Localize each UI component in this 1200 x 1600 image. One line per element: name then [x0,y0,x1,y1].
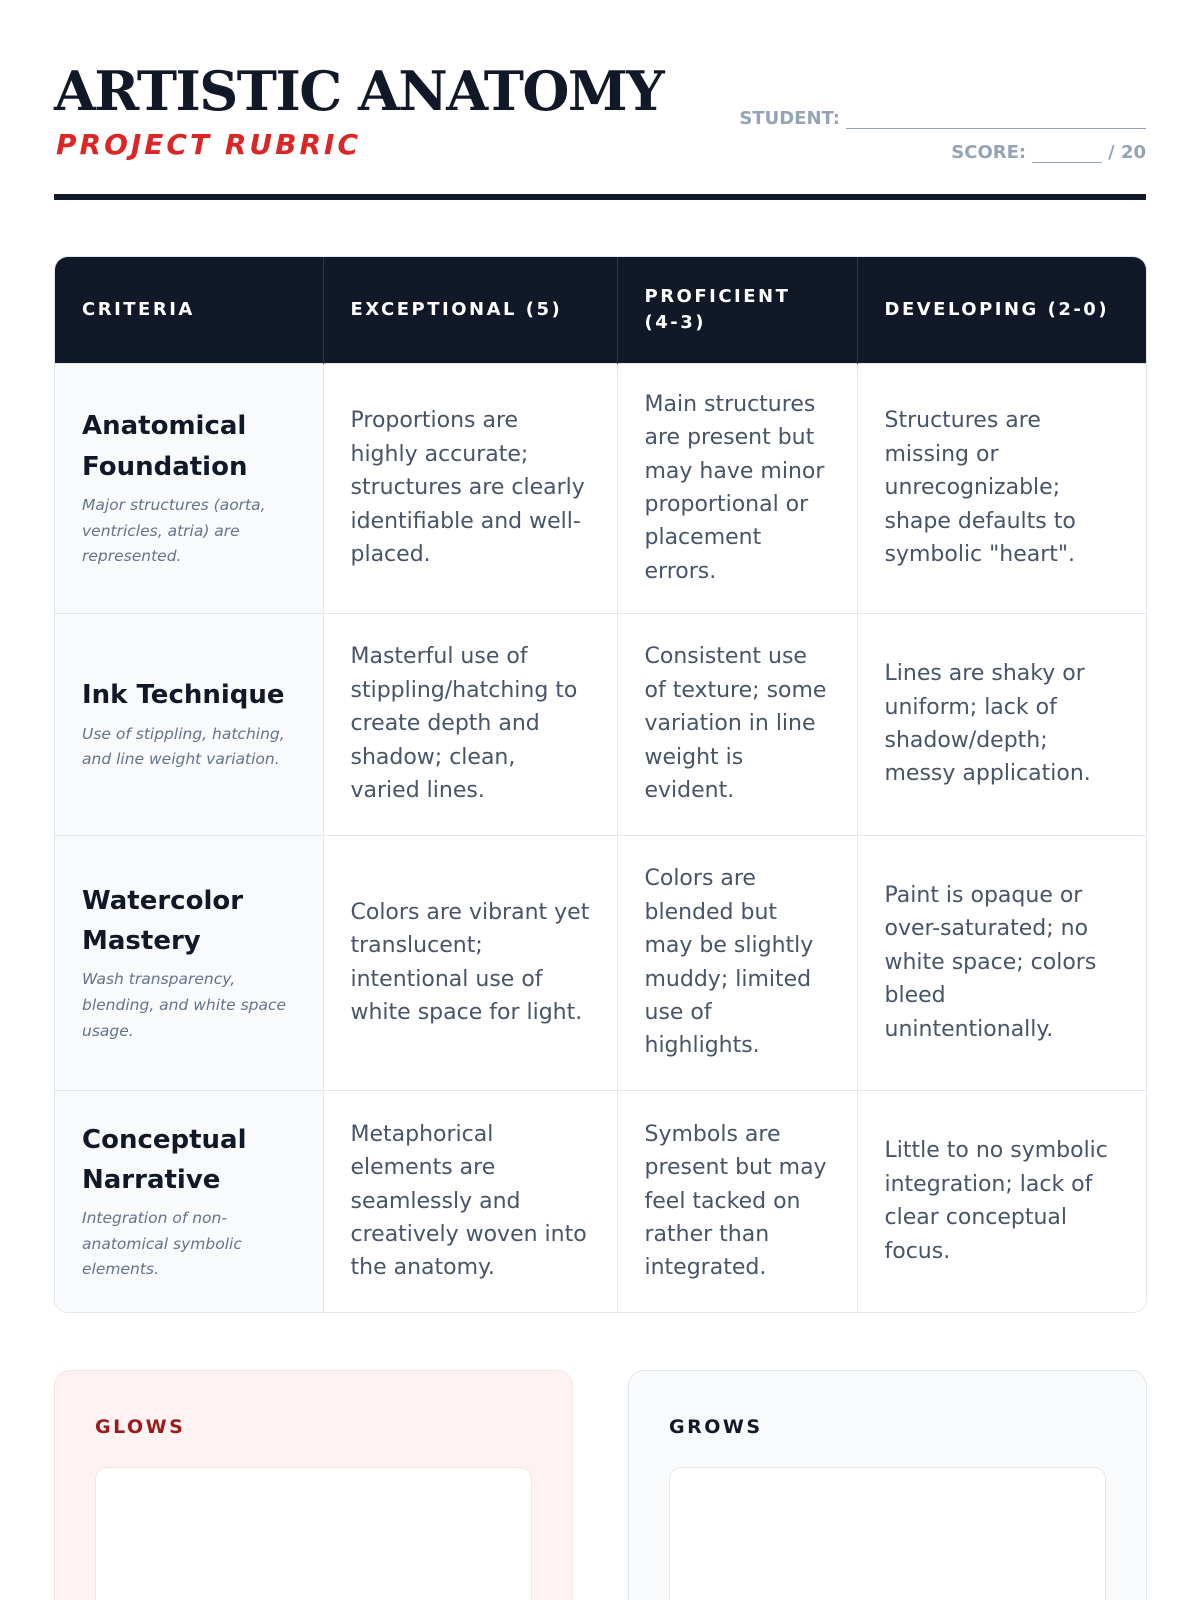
criteria-cell [55,363,323,613]
page-title: ARTISTIC ANATOMY [54,59,664,123]
table-header-row [55,257,1147,363]
column-header-criteria: CRITERIA [55,257,323,363]
developing-cell: Paint is opaque or over-saturated; no white space; colors bleed unintentionally. [857,835,1147,1090]
developing-cell: Little to no symbolic integration; lack of clear conceptual focus. [857,1090,1147,1312]
glows-label: GLOWS [95,1416,186,1438]
page-subtitle: PROJECT RUBRIC [56,128,361,161]
criteria-description: Integration of non-anatomical symbolic elements. [82,1209,242,1279]
developing-cell: Lines are shaky or uniform; lack of shadow/depth; messy application. [857,613,1147,835]
student-field [739,108,1146,129]
developing-cell: Structures are missing or unrecognizable; shape defaults to symbolic "heart". [857,363,1147,613]
criteria-description: Major structures (aorta, ventricles, atria) are represented. [82,495,266,566]
grows-input-box[interactable] [669,1467,1106,1600]
criteria-name: Ink Technique [82,680,285,711]
criteria-description: Wash transparency, blending, and white space usage. [82,970,287,1040]
column-header-exceptional: EXCEPTIONAL (5) [323,257,617,363]
score-field [951,142,1146,163]
score-line[interactable] [1032,145,1102,163]
student-label: STUDENT: [739,108,840,129]
table-row [55,835,1147,1090]
header-divider [54,194,1146,200]
criteria-cell [55,613,323,835]
proficient-cell: Symbols are present but may feel tacked on rather than integrated. [617,1090,857,1312]
proficient-cell: Colors are blended but may be slightly muddy; limited use of highlights. [617,835,857,1090]
glows-input-box[interactable] [95,1467,532,1600]
table-row [55,613,1147,835]
table-row [55,1090,1147,1312]
glows-card [54,1370,573,1600]
rubric-table [54,256,1147,1313]
proficient-cell: Consistent use of texture; some variation in line weight is evident. [617,613,857,835]
column-header-developing: DEVELOPING (2-0) [857,257,1147,363]
exceptional-cell: Colors are vibrant yet translucent; intentional use of white space for light. [323,835,617,1090]
score-label: SCORE: [951,142,1027,163]
exceptional-cell: Metaphorical elements are seamlessly and creatively woven into the anatomy. [323,1090,617,1312]
grows-card [628,1370,1147,1600]
rubric-header [54,58,1146,198]
exceptional-cell: Proportions are highly accurate; structures are clearly identifiable and well-placed. [323,363,617,613]
criteria-name: Anatomical Foundation [82,411,248,482]
criteria-cell [55,835,323,1090]
grows-label: GROWS [669,1416,763,1438]
student-name-line[interactable] [846,111,1146,129]
table-row [55,363,1147,613]
criteria-description: Use of stippling, hatching, and line weight variation. [82,724,285,769]
column-header-proficient: PROFICIENT (4-3) [617,257,857,363]
criteria-name: Watercolor Mastery [82,885,244,957]
criteria-cell [55,1090,323,1312]
proficient-cell: Main structures are present but may have minor proportional or placement errors. [617,363,857,613]
exceptional-cell: Masterful use of stippling/hatching to create depth and shadow; clean, varied lines. [323,613,617,835]
criteria-name: Conceptual Narrative [82,1124,247,1195]
score-total: / 20 [1108,142,1146,163]
